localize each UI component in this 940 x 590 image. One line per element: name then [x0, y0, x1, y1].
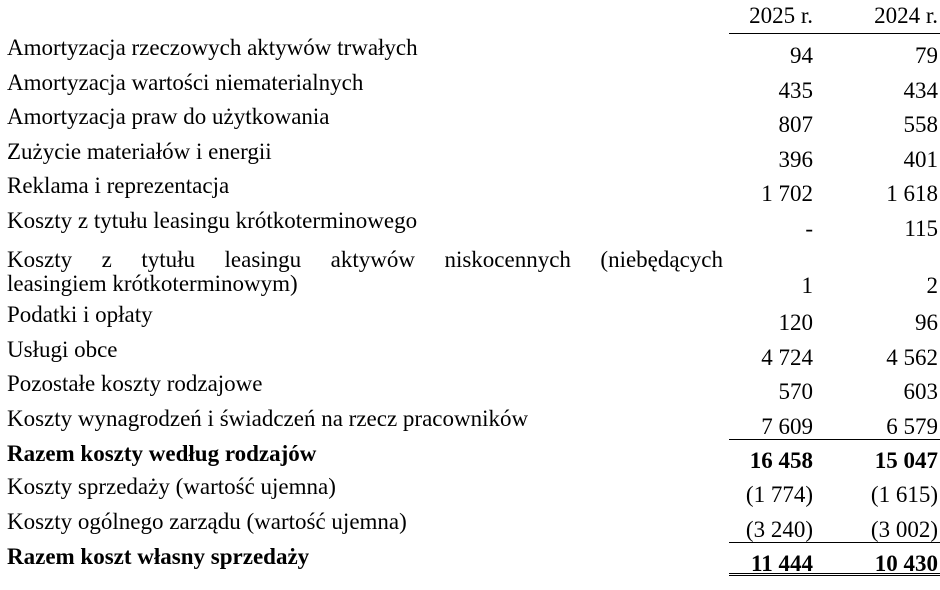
row-label: Koszty wynagrodzeń i świadczeń na rzecz pracowników	[7, 405, 529, 431]
value-2025: 94	[790, 43, 813, 68]
row-label: Amortyzacja praw do użytkowania	[7, 104, 330, 129]
row-label-line1: Koszty z tytułu leasingu aktywów niskocennych (niebędących	[7, 247, 723, 272]
value-2025: 120	[778, 310, 813, 335]
value-2025: 16 458	[729, 439, 828, 473]
row-label: Koszty sprzedaży (wartość ujemna)	[7, 474, 336, 499]
value-2025: 1 702	[761, 181, 813, 206]
value-2024: 434	[903, 77, 938, 103]
table-row	[0, 172, 940, 207]
value-2024: (3 002)	[870, 516, 938, 542]
value-2024: 558	[903, 112, 938, 137]
row-label: Razem koszt własny sprzedaży	[7, 544, 310, 569]
table-row	[0, 336, 940, 371]
table-row-grand-total	[0, 542, 940, 576]
table-header	[0, 0, 940, 34]
header-label-empty	[0, 0, 723, 34]
value-2024: 6 579	[886, 413, 938, 439]
value-2025: -	[805, 215, 813, 241]
table-row	[0, 301, 940, 336]
value-2025: (3 240)	[745, 516, 813, 542]
row-label: Razem koszty według rodzajów	[7, 441, 317, 466]
row-label: Usługi obce	[7, 336, 118, 362]
value-2025: 7 609	[761, 413, 813, 439]
value-2024: 79	[915, 43, 938, 68]
row-label: Koszty z tytułu leasingu krótkoterminowego	[7, 207, 418, 233]
row-label: Pozostałe koszty rodzajowe	[7, 371, 263, 396]
row-label: Podatki i opłaty	[7, 302, 153, 327]
row-label: Amortyzacja rzeczowych aktywów trwałych	[7, 35, 418, 60]
table-row	[0, 207, 940, 242]
table-row	[0, 103, 940, 138]
value-2025: (1 774)	[745, 482, 813, 507]
table-row	[0, 69, 940, 104]
row-label: Koszty ogólnego zarządu (wartość ujemna)	[7, 508, 407, 534]
value-2024: 10 430	[828, 542, 940, 576]
table-row	[0, 370, 940, 405]
value-2025: 4 724	[761, 344, 813, 370]
table-row	[0, 473, 940, 508]
value-2024: (1 615)	[870, 482, 938, 507]
value-2024: 96	[915, 310, 938, 335]
row-label-line2: leasingiem krótkoterminowym)	[7, 271, 298, 296]
table-row	[0, 508, 940, 543]
value-2025: 807	[778, 112, 813, 137]
row-label: Zużycie materiałów i energii	[7, 138, 272, 164]
value-2024: 2	[926, 273, 938, 298]
value-2025: 570	[778, 379, 813, 404]
value-2024: 115	[904, 215, 938, 241]
value-2024: 4 562	[886, 344, 938, 370]
value-2025: 396	[778, 146, 813, 172]
value-2024: 603	[903, 379, 938, 404]
value-2025: 435	[778, 77, 813, 103]
value-2025: 1	[801, 273, 813, 298]
table-row	[0, 34, 940, 69]
header-year-2025: 2025 r.	[729, 0, 828, 34]
table-row	[0, 138, 940, 173]
table-row	[0, 405, 940, 440]
value-2024: 401	[903, 146, 938, 172]
value-2025: 11 444	[729, 542, 828, 576]
row-label: Amortyzacja wartości niematerialnych	[7, 69, 364, 95]
row-label	[0, 241, 723, 301]
value-2024: 15 047	[828, 439, 940, 473]
row-label: Reklama i reprezentacja	[7, 173, 230, 198]
table-row-total	[0, 439, 940, 473]
header-year-2024: 2024 r.	[828, 0, 940, 34]
value-2024: 1 618	[886, 181, 938, 206]
table-row	[0, 241, 940, 301]
